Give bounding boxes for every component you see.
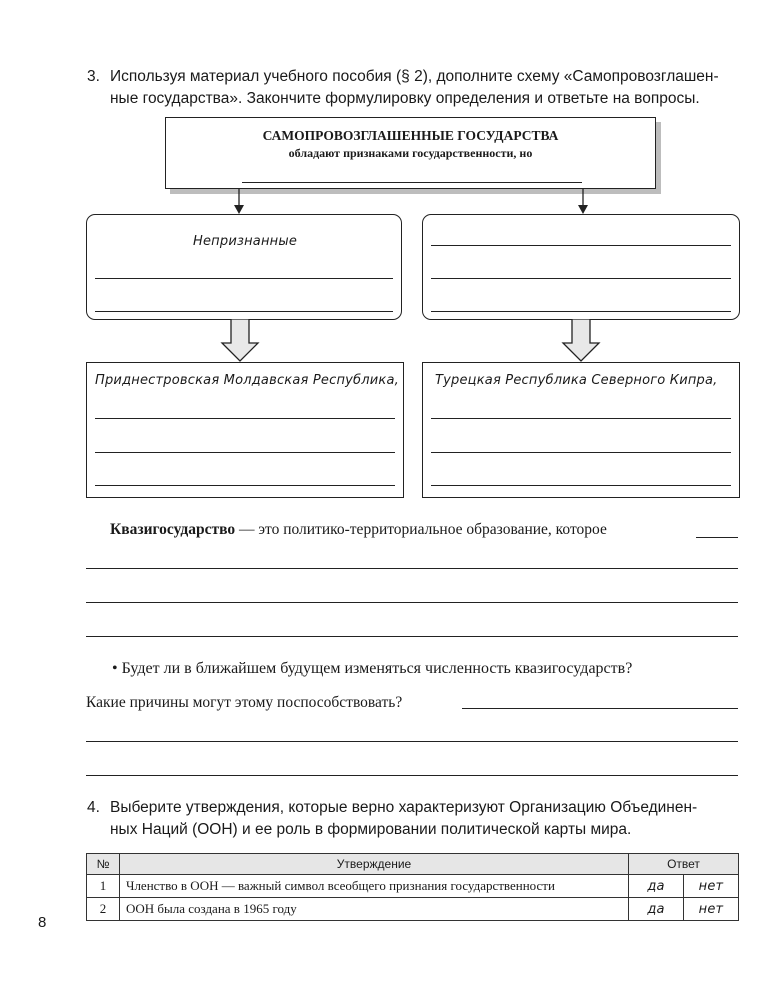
question-1: • Будет ли в ближайшем будущем изменяться численность квазигосударств? bbox=[112, 660, 633, 677]
task-3-text-content: Используя материал учебного пособия (§ 2), дополните схему «Самопровозглашен-ные государства». Закончите формулировку определения и ответьте на вопросы. bbox=[110, 68, 719, 107]
title-answer-line bbox=[242, 182, 582, 183]
table-row bbox=[87, 875, 739, 898]
task-4-number: 4. bbox=[87, 799, 100, 816]
task-3-text bbox=[110, 66, 740, 110]
answer-line bbox=[86, 775, 738, 776]
box-right-category bbox=[422, 214, 740, 320]
table-row bbox=[87, 898, 739, 921]
answer-no[interactable]: нет bbox=[684, 898, 739, 921]
answer-line bbox=[95, 418, 395, 419]
row-statement: Членство в ООН — важный символ всеобщего признания государственности bbox=[120, 875, 629, 898]
answer-line bbox=[431, 485, 731, 486]
statements-table bbox=[86, 853, 739, 921]
answer-line bbox=[431, 452, 731, 453]
definition-term: Квазигосударство bbox=[110, 521, 236, 538]
box-left-examples bbox=[86, 362, 404, 498]
answer-line bbox=[431, 311, 731, 312]
arrow-down-right bbox=[576, 189, 590, 215]
row-number: 2 bbox=[87, 898, 120, 921]
left-example: Приднестровская Молдавская Республика, bbox=[95, 373, 399, 388]
definition-text: — это политико-территориальное образование, которое bbox=[235, 521, 607, 538]
row-number: 1 bbox=[87, 875, 120, 898]
box-right-examples bbox=[422, 362, 740, 498]
task-4-line-1: Выберите утверждения, которые верно характеризуют Организацию Объединен- bbox=[110, 799, 698, 816]
row-statement: ООН была создана в 1965 году bbox=[120, 898, 629, 921]
right-example: Турецкая Республика Северного Кипра, bbox=[435, 373, 718, 388]
task-4-line-2: ных Наций (ООН) и ее роль в формировании политической карты мира. bbox=[110, 821, 632, 838]
block-arrow-right bbox=[561, 319, 601, 363]
header-number: № bbox=[87, 854, 120, 875]
block-arrow-left bbox=[220, 319, 260, 363]
answer-line bbox=[431, 278, 731, 279]
answer-line bbox=[95, 452, 395, 453]
answer-line bbox=[86, 568, 738, 569]
scheme-subtitle: обладают признаками государственности, но bbox=[288, 146, 533, 160]
definition bbox=[110, 519, 607, 541]
table-header-row bbox=[87, 854, 739, 875]
answer-line bbox=[86, 602, 738, 603]
box-unrecognized bbox=[86, 214, 402, 320]
answer-line bbox=[462, 708, 738, 709]
arrow-down-left bbox=[232, 189, 246, 215]
answer-yes[interactable]: да bbox=[629, 875, 684, 898]
answer-line bbox=[95, 485, 395, 486]
header-answer: Ответ bbox=[629, 854, 739, 875]
question-2: Какие причины могут этому поспособствовать? bbox=[86, 694, 403, 711]
answer-line bbox=[86, 636, 738, 637]
answer-line bbox=[431, 245, 731, 246]
scheme-title: САМОПРОВОЗГЛАШЕННЫЕ ГОСУДАРСТВА bbox=[262, 128, 559, 143]
task-3-number: 3. bbox=[87, 68, 100, 85]
answer-line bbox=[86, 741, 738, 742]
page-number: 8 bbox=[38, 914, 47, 931]
answer-line bbox=[95, 278, 393, 279]
title-box bbox=[165, 117, 656, 189]
answer-line bbox=[696, 537, 738, 538]
answer-yes[interactable]: да bbox=[629, 898, 684, 921]
answer-no[interactable]: нет bbox=[684, 875, 739, 898]
answer-line bbox=[431, 418, 731, 419]
answer-line bbox=[95, 311, 393, 312]
unrecognized-label: Непризнанные bbox=[193, 234, 298, 249]
header-statement: Утверждение bbox=[120, 854, 629, 875]
